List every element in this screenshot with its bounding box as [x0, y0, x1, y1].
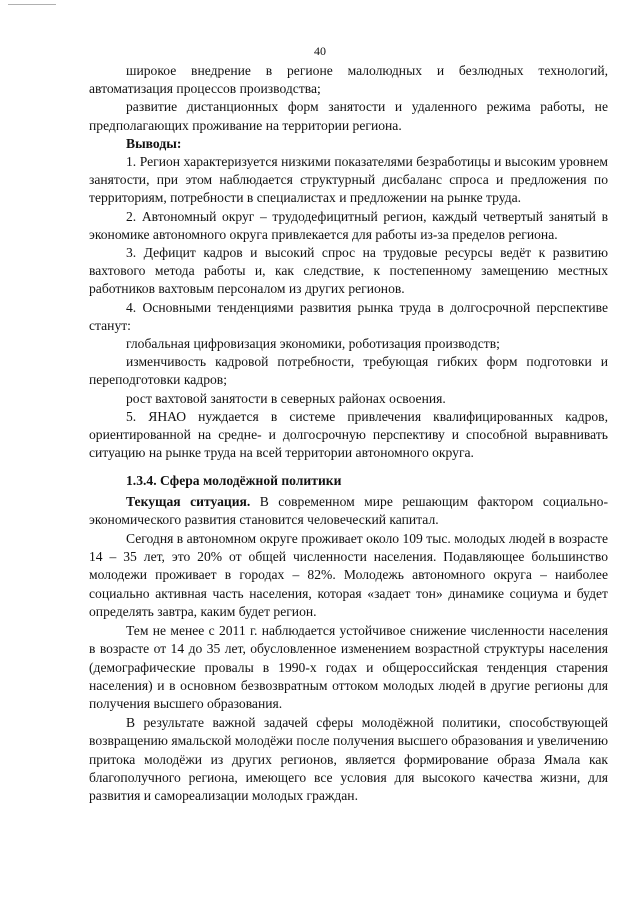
- page-number: 40: [314, 44, 326, 58]
- paragraph: Сегодня в автономном округе проживает около 109 тыс. молодых людей в возрасте 14 – 35 лет, это 20% от общей численности населения. Подавляющее большинство молодежи проживает в городах – 82%. Молодежь автономного округа – наиболее социально активная часть населения, которая «задает тон» динамике социума и будет определять завтра, каким будет регион.: [89, 531, 608, 619]
- conclusion-item: 3. Дефицит кадров и высокий спрос на трудовые ресурсы ведёт к развитию вахтового метода работы и, как следствие, к постепенному замещению местных работников вахтовым персоналом из других регионов.: [89, 245, 608, 297]
- document-body: [89, 62, 608, 805]
- conclusion-item: 1. Регион характеризуется низкими показателями безработицы и высоким уровнем занятости, при этом наблюдается структурный дисбаланс спроса и предложения по территориям, потребности в специалистах и предложении на рынке труда.: [89, 154, 608, 206]
- section-title: 1.3.4. Сфера молодёжной политики: [126, 473, 342, 489]
- conclusion-item: 2. Автономный округ – трудодефицитный регион, каждый четвертый занятый в экономике автономного округа привлекается для работы из-за пределов региона.: [89, 208, 608, 242]
- paragraph: широкое внедрение в регионе малолюдных и безлюдных технологий, автоматизация процессов производства;: [89, 63, 608, 97]
- conclusions-heading: Выводы:: [126, 135, 182, 151]
- current-situation-text: В современном мире решающим фактором социально-экономического развития становится человеческий капитал.: [89, 493, 608, 527]
- trend-item: глобальная цифровизация экономики, роботизация производств;: [126, 336, 500, 352]
- scan-artifact-line: [8, 4, 56, 5]
- paragraph: В результате важной задачей сферы молодёжной политики, способствующей возвращению ямальской молодёжи после получения высшего образования и увеличению притока молодёжи из других регионов, является формирование образа Ямала как благополучного региона, имеющего все условия для высокого качества жизни, для развития и самореализации молодых граждан.: [89, 715, 608, 803]
- conclusion-item: 5. ЯНАО нуждается в системе привлечения квалифицированных кадров, ориентированной на средне- и долгосрочную перспективу и способной выравнивать ситуацию на рынке труда на всей территории автономного округа.: [89, 408, 608, 461]
- conclusion-item: 4. Основными тенденциями развития рынка труда в долгосрочной перспективе станут:: [89, 299, 608, 333]
- trend-item: рост вахтовой занятости в северных районах освоения.: [126, 390, 446, 406]
- paragraph: развитие дистанционных форм занятости и удаленного режима работы, не предполагающих проживание на территории региона.: [89, 99, 608, 133]
- paragraph: Тем не менее с 2011 г. наблюдается устойчивое снижение численности населения в возрасте от 14 до 35 лет, обусловленное изменением возрастной структуры населения (демографические провалы в 1990-х годах и общероссийская тенденция старения населения) и в основном безвозвратным оттоком молодых людей в другие регионы для получения высшего образования.: [89, 623, 608, 711]
- trend-item: изменчивость кадровой потребности, требующая гибких форм подготовки и переподготовки кадров;: [89, 354, 608, 388]
- paragraph-current-situation: [89, 493, 608, 529]
- current-situation-label: Текущая ситуация.: [126, 493, 251, 509]
